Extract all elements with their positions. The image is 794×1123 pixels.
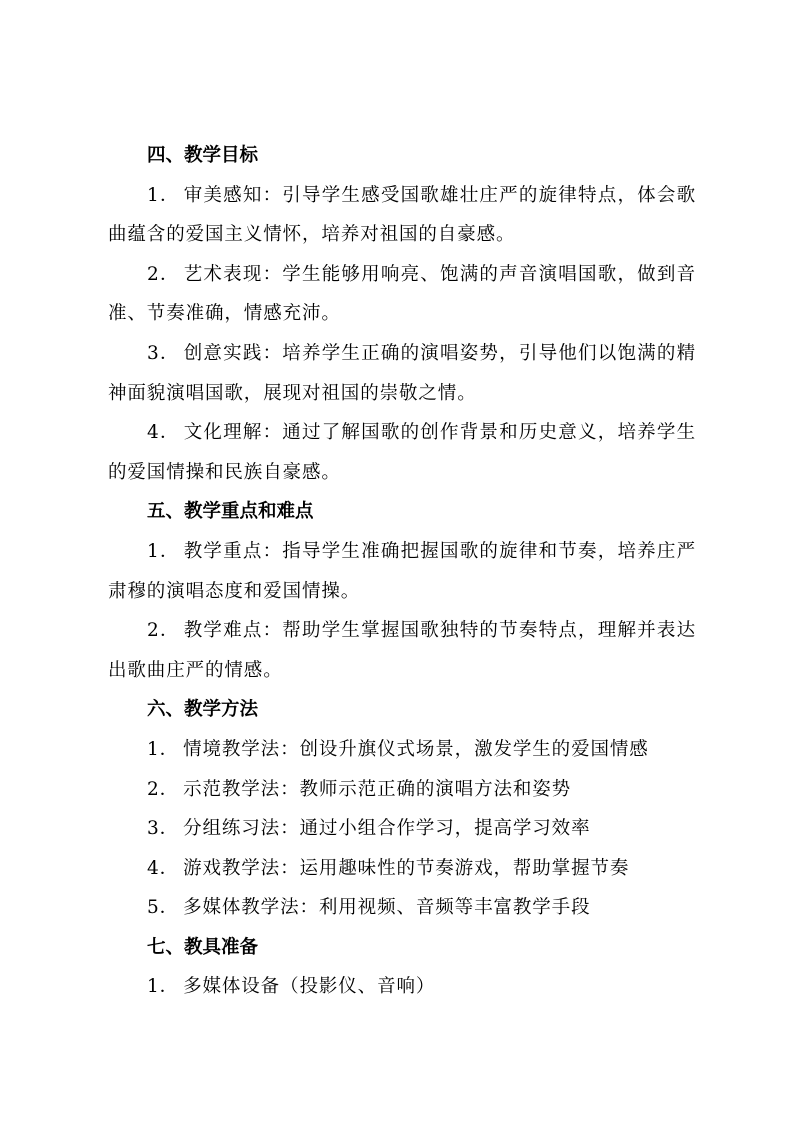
item-text: 文化理解：通过了解国歌的创作背景和历史意义，培养学生的爱国情操和民族自豪感。: [108, 422, 696, 483]
paragraph-difficulty: [108, 611, 696, 690]
item-number: 1．: [147, 540, 180, 562]
item-text: 游戏教学法：运用趣味性的节奏游戏，帮助掌握节奏: [183, 857, 630, 879]
list-item-method-2: [108, 770, 696, 810]
item-text: 多媒体教学法：利用视频、音频等丰富教学手段: [183, 897, 591, 919]
item-number: 2．: [147, 263, 180, 285]
paragraph-objective-3: [108, 334, 696, 413]
item-number: 1．: [147, 738, 180, 760]
item-text: 教学难点：帮助学生掌握国歌独特的节奏特点，理解并表达出歌曲庄严的情感。: [108, 620, 696, 681]
item-text: 审美感知：引导学生感受国歌雄壮庄严的旋律特点，体会歌曲蕴含的爱国主义情怀，培养对祖国的自豪感。: [108, 184, 696, 246]
item-text: 创意实践：培养学生正确的演唱姿势，引导他们以饱满的精神面貌演唱国歌，展现对祖国的崇敬之情。: [108, 342, 696, 404]
paragraph-objective-4: [108, 413, 696, 492]
item-number: 2．: [147, 620, 180, 642]
paragraph-key-point: [108, 532, 696, 611]
item-text: 分组练习法：通过小组合作学习，提高学习效率: [183, 818, 591, 840]
item-text: 示范教学法：教师示范正确的演唱方法和姿势: [183, 778, 572, 800]
section-heading-key-points: 五、教学重点和难点: [147, 501, 314, 523]
paragraph-objective-1: [108, 176, 696, 255]
item-number: 4．: [147, 857, 180, 879]
item-text: 多媒体设备（投影仪、音响）: [183, 976, 436, 998]
item-text: 教学重点：指导学生准确把握国歌的旋律和节奏，培养庄严肃穆的演唱态度和爱国情操。: [108, 540, 696, 602]
section-heading-materials: 七、教具准备: [147, 936, 259, 958]
item-number: 3．: [147, 342, 180, 364]
item-text: 艺术表现：学生能够用响亮、饱满的声音演唱国歌，做到音准、节奏准确，情感充沛。: [108, 263, 696, 325]
item-text: 情境教学法：创设升旗仪式场景，激发学生的爱国情感: [183, 738, 649, 760]
item-number: 2．: [147, 778, 180, 800]
section-heading-methods: 六、教学方法: [147, 699, 259, 721]
item-number: 1．: [147, 184, 180, 206]
item-number: 5．: [147, 897, 180, 919]
item-number: 1．: [147, 976, 180, 998]
document-page: [108, 136, 696, 1007]
item-number: 4．: [147, 422, 180, 444]
item-number: 3．: [147, 818, 180, 840]
list-item-method-3: [108, 809, 696, 849]
paragraph-objective-2: [108, 255, 696, 334]
list-item-material-1: [108, 967, 696, 1007]
list-item-method-1: [108, 730, 696, 770]
list-item-method-4: [108, 849, 696, 889]
list-item-method-5: [108, 888, 696, 928]
section-heading-objectives: 四、教学目标: [147, 145, 259, 166]
